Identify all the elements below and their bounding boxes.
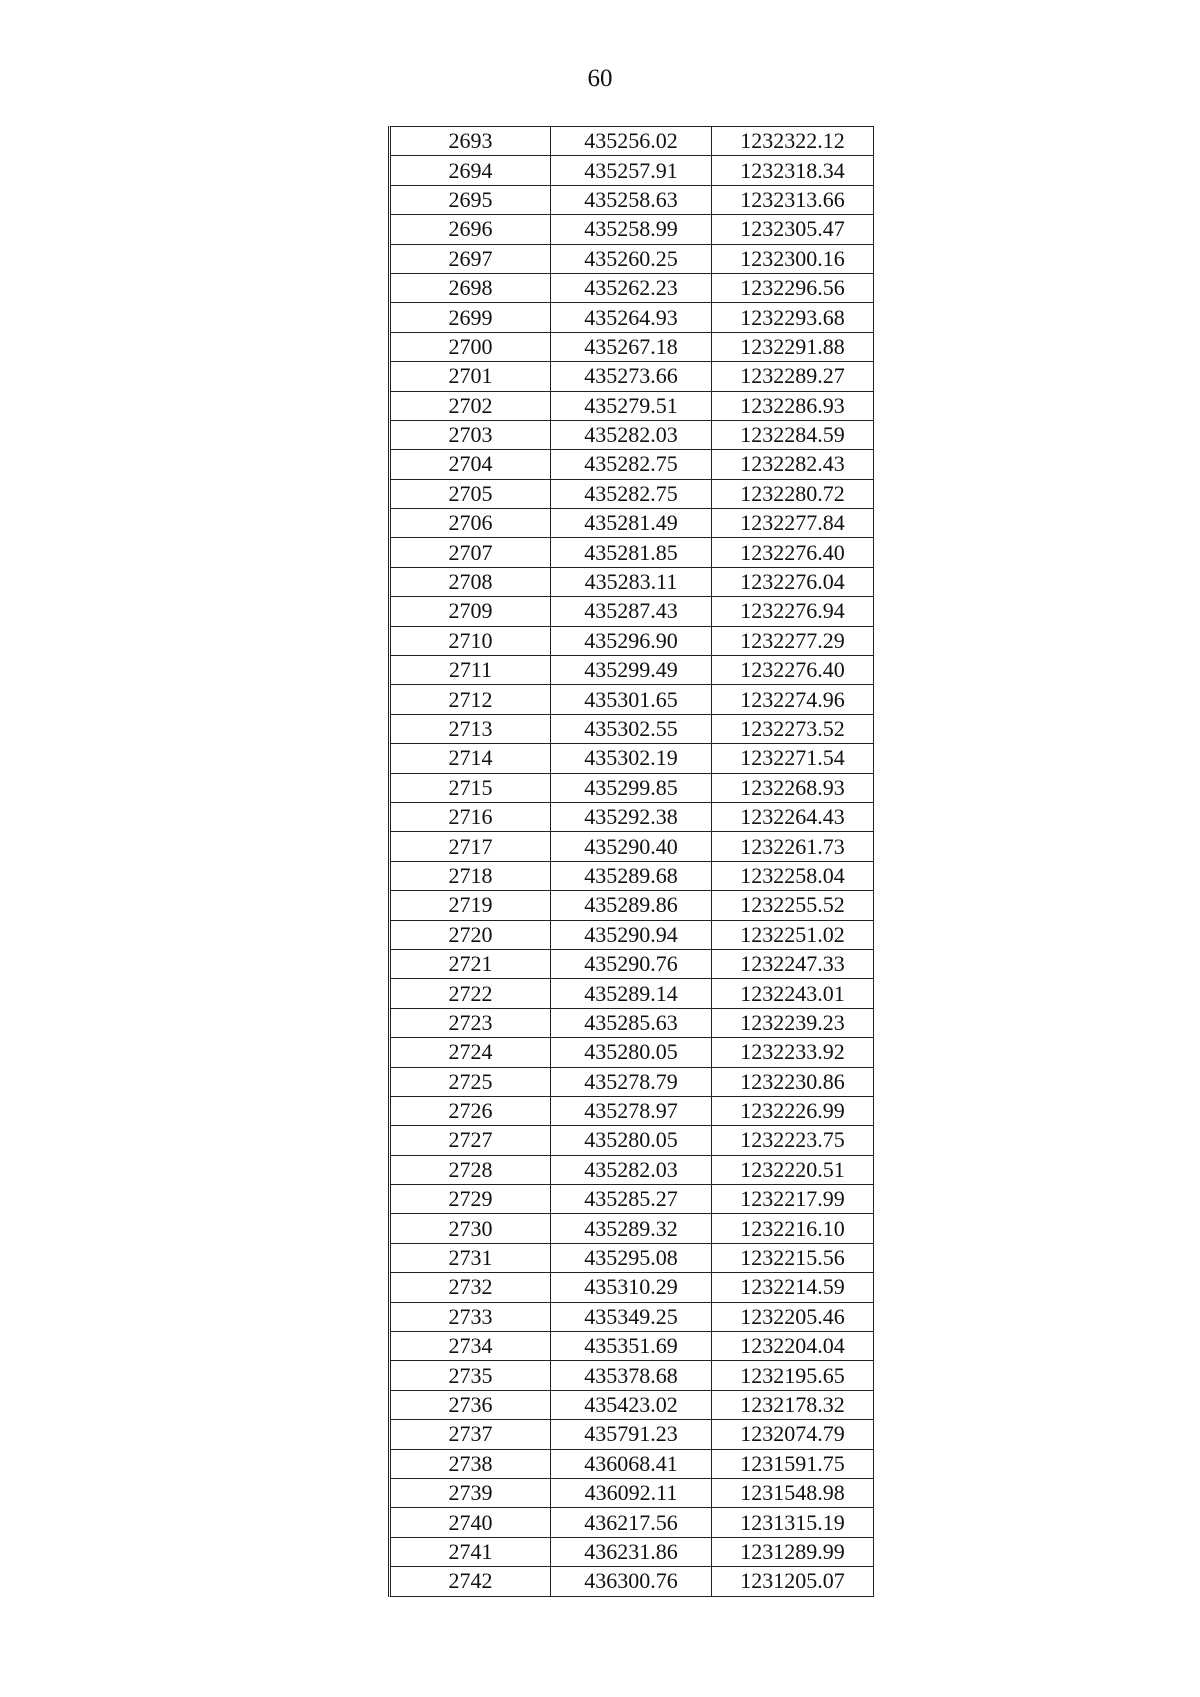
x-coordinate-cell: 435285.63 — [551, 1008, 712, 1037]
y-coordinate-cell: 1232251.02 — [712, 920, 874, 949]
table-row — [390, 597, 874, 626]
table-row — [390, 1361, 874, 1390]
table-row — [390, 656, 874, 685]
x-coordinate-cell: 435283.11 — [551, 567, 712, 596]
point-number-cell: 2715 — [390, 773, 551, 802]
x-coordinate-cell: 435287.43 — [551, 597, 712, 626]
point-number-cell: 2731 — [390, 1243, 551, 1272]
table-row — [390, 1008, 874, 1037]
y-coordinate-cell: 1232280.72 — [712, 479, 874, 508]
point-number-cell: 2734 — [390, 1332, 551, 1361]
point-number-cell: 2711 — [390, 656, 551, 685]
point-number-cell: 2727 — [390, 1126, 551, 1155]
x-coordinate-cell: 435279.51 — [551, 391, 712, 420]
y-coordinate-cell: 1232239.23 — [712, 1008, 874, 1037]
x-coordinate-cell: 435262.23 — [551, 273, 712, 302]
y-coordinate-cell: 1232276.04 — [712, 567, 874, 596]
point-number-cell: 2697 — [390, 244, 551, 273]
x-coordinate-cell: 435281.49 — [551, 509, 712, 538]
x-coordinate-cell: 435290.94 — [551, 920, 712, 949]
point-number-cell: 2701 — [390, 362, 551, 391]
y-coordinate-cell: 1232277.84 — [712, 509, 874, 538]
x-coordinate-cell: 435282.75 — [551, 479, 712, 508]
table-row — [390, 332, 874, 361]
table-row — [390, 156, 874, 185]
x-coordinate-cell: 435264.93 — [551, 303, 712, 332]
x-coordinate-cell: 435260.25 — [551, 244, 712, 273]
y-coordinate-cell: 1232247.33 — [712, 949, 874, 978]
y-coordinate-cell: 1232276.40 — [712, 656, 874, 685]
point-number-cell: 2704 — [390, 450, 551, 479]
point-number-cell: 2693 — [390, 127, 551, 156]
point-number-cell: 2716 — [390, 802, 551, 831]
table-row — [390, 685, 874, 714]
table-row — [390, 1332, 874, 1361]
y-coordinate-cell: 1232274.96 — [712, 685, 874, 714]
x-coordinate-cell: 435278.79 — [551, 1067, 712, 1096]
y-coordinate-cell: 1232318.34 — [712, 156, 874, 185]
point-number-cell: 2733 — [390, 1302, 551, 1331]
table-row — [390, 567, 874, 596]
table-row — [390, 1449, 874, 1478]
x-coordinate-cell: 435289.14 — [551, 979, 712, 1008]
point-number-cell: 2702 — [390, 391, 551, 420]
x-coordinate-cell: 435302.55 — [551, 714, 712, 743]
table-row — [390, 1273, 874, 1302]
y-coordinate-cell: 1232243.01 — [712, 979, 874, 1008]
y-coordinate-cell: 1232178.32 — [712, 1390, 874, 1419]
table-row — [390, 1185, 874, 1214]
table-row — [390, 391, 874, 420]
y-coordinate-cell: 1232261.73 — [712, 832, 874, 861]
table-row — [390, 744, 874, 773]
table-row — [390, 773, 874, 802]
x-coordinate-cell: 435282.03 — [551, 420, 712, 449]
table-row — [390, 420, 874, 449]
point-number-cell: 2703 — [390, 420, 551, 449]
y-coordinate-cell: 1231548.98 — [712, 1478, 874, 1507]
point-number-cell: 2719 — [390, 891, 551, 920]
point-number-cell: 2706 — [390, 509, 551, 538]
point-number-cell: 2742 — [390, 1567, 551, 1596]
point-number-cell: 2709 — [390, 597, 551, 626]
x-coordinate-cell: 435310.29 — [551, 1273, 712, 1302]
x-coordinate-cell: 435295.08 — [551, 1243, 712, 1272]
table-row — [390, 949, 874, 978]
point-number-cell: 2739 — [390, 1478, 551, 1507]
x-coordinate-cell: 435278.97 — [551, 1096, 712, 1125]
x-coordinate-cell: 435423.02 — [551, 1390, 712, 1419]
x-coordinate-cell: 435301.65 — [551, 685, 712, 714]
y-coordinate-cell: 1232204.04 — [712, 1332, 874, 1361]
x-coordinate-cell: 435290.40 — [551, 832, 712, 861]
x-coordinate-cell: 435289.68 — [551, 861, 712, 890]
x-coordinate-cell: 435282.03 — [551, 1155, 712, 1184]
table-row — [390, 891, 874, 920]
y-coordinate-cell: 1232255.52 — [712, 891, 874, 920]
table-row — [390, 1126, 874, 1155]
x-coordinate-cell: 435258.99 — [551, 215, 712, 244]
point-number-cell: 2714 — [390, 744, 551, 773]
x-coordinate-cell: 435290.76 — [551, 949, 712, 978]
point-number-cell: 2723 — [390, 1008, 551, 1037]
point-number-cell: 2738 — [390, 1449, 551, 1478]
x-coordinate-cell: 435258.63 — [551, 185, 712, 214]
y-coordinate-cell: 1232216.10 — [712, 1214, 874, 1243]
table-row — [390, 861, 874, 890]
y-coordinate-cell: 1231205.07 — [712, 1567, 874, 1596]
y-coordinate-cell: 1232195.65 — [712, 1361, 874, 1390]
table-row — [390, 802, 874, 831]
point-number-cell: 2735 — [390, 1361, 551, 1390]
y-coordinate-cell: 1232230.86 — [712, 1067, 874, 1096]
y-coordinate-cell: 1232264.43 — [712, 802, 874, 831]
y-coordinate-cell: 1232258.04 — [712, 861, 874, 890]
point-number-cell: 2699 — [390, 303, 551, 332]
point-number-cell: 2717 — [390, 832, 551, 861]
table-row — [390, 1420, 874, 1449]
table-row — [390, 509, 874, 538]
point-number-cell: 2696 — [390, 215, 551, 244]
table-row — [390, 1390, 874, 1419]
x-coordinate-cell: 435285.27 — [551, 1185, 712, 1214]
point-number-cell: 2730 — [390, 1214, 551, 1243]
x-coordinate-cell: 436300.76 — [551, 1567, 712, 1596]
y-coordinate-cell: 1232282.43 — [712, 450, 874, 479]
table-row — [390, 1214, 874, 1243]
table-row — [390, 185, 874, 214]
point-number-cell: 2710 — [390, 626, 551, 655]
y-coordinate-cell: 1232214.59 — [712, 1273, 874, 1302]
y-coordinate-cell: 1232300.16 — [712, 244, 874, 273]
x-coordinate-cell: 435351.69 — [551, 1332, 712, 1361]
table-row — [390, 303, 874, 332]
table-row — [390, 479, 874, 508]
x-coordinate-cell: 435273.66 — [551, 362, 712, 391]
point-number-cell: 2722 — [390, 979, 551, 1008]
y-coordinate-cell: 1232286.93 — [712, 391, 874, 420]
table-row — [390, 920, 874, 949]
y-coordinate-cell: 1232276.94 — [712, 597, 874, 626]
point-number-cell: 2724 — [390, 1038, 551, 1067]
table-row — [390, 1243, 874, 1272]
point-number-cell: 2741 — [390, 1537, 551, 1566]
point-number-cell: 2713 — [390, 714, 551, 743]
y-coordinate-cell: 1232296.56 — [712, 273, 874, 302]
table-row — [390, 1155, 874, 1184]
table-row — [390, 1302, 874, 1331]
x-coordinate-cell: 435791.23 — [551, 1420, 712, 1449]
table-row — [390, 215, 874, 244]
point-number-cell: 2737 — [390, 1420, 551, 1449]
point-number-cell: 2707 — [390, 538, 551, 567]
y-coordinate-cell: 1231315.19 — [712, 1508, 874, 1537]
x-coordinate-cell: 435299.49 — [551, 656, 712, 685]
y-coordinate-cell: 1232277.29 — [712, 626, 874, 655]
y-coordinate-cell: 1232289.27 — [712, 362, 874, 391]
point-number-cell: 2732 — [390, 1273, 551, 1302]
table-row — [390, 626, 874, 655]
x-coordinate-cell: 435302.19 — [551, 744, 712, 773]
x-coordinate-cell: 435280.05 — [551, 1038, 712, 1067]
point-number-cell: 2726 — [390, 1096, 551, 1125]
page-number: 60 — [587, 65, 613, 92]
y-coordinate-cell: 1232305.47 — [712, 215, 874, 244]
point-number-cell: 2700 — [390, 332, 551, 361]
point-number-cell: 2718 — [390, 861, 551, 890]
x-coordinate-cell: 436068.41 — [551, 1449, 712, 1478]
x-coordinate-cell: 435256.02 — [551, 127, 712, 156]
coordinate-table — [388, 126, 874, 1597]
table-row — [390, 538, 874, 567]
table-row — [390, 362, 874, 391]
y-coordinate-cell: 1232271.54 — [712, 744, 874, 773]
y-coordinate-cell: 1232226.99 — [712, 1096, 874, 1125]
y-coordinate-cell: 1232074.79 — [712, 1420, 874, 1449]
table-row — [390, 1478, 874, 1507]
x-coordinate-cell: 435299.85 — [551, 773, 712, 802]
point-number-cell: 2729 — [390, 1185, 551, 1214]
table-row — [390, 979, 874, 1008]
table-row — [390, 1508, 874, 1537]
y-coordinate-cell: 1232215.56 — [712, 1243, 874, 1272]
point-number-cell: 2694 — [390, 156, 551, 185]
y-coordinate-cell: 1232276.40 — [712, 538, 874, 567]
x-coordinate-cell: 436231.86 — [551, 1537, 712, 1566]
x-coordinate-cell: 435280.05 — [551, 1126, 712, 1155]
x-coordinate-cell: 435349.25 — [551, 1302, 712, 1331]
x-coordinate-cell: 435296.90 — [551, 626, 712, 655]
y-coordinate-cell: 1231591.75 — [712, 1449, 874, 1478]
y-coordinate-cell: 1232268.93 — [712, 773, 874, 802]
point-number-cell: 2728 — [390, 1155, 551, 1184]
x-coordinate-cell: 435378.68 — [551, 1361, 712, 1390]
point-number-cell: 2712 — [390, 685, 551, 714]
point-number-cell: 2698 — [390, 273, 551, 302]
x-coordinate-cell: 435289.32 — [551, 1214, 712, 1243]
y-coordinate-cell: 1232313.66 — [712, 185, 874, 214]
y-coordinate-cell: 1232291.88 — [712, 332, 874, 361]
y-coordinate-cell: 1232220.51 — [712, 1155, 874, 1184]
table-row — [390, 1067, 874, 1096]
y-coordinate-cell: 1232217.99 — [712, 1185, 874, 1214]
x-coordinate-cell: 436092.11 — [551, 1478, 712, 1507]
point-number-cell: 2708 — [390, 567, 551, 596]
table-row — [390, 714, 874, 743]
point-number-cell: 2721 — [390, 949, 551, 978]
point-number-cell: 2695 — [390, 185, 551, 214]
table-row — [390, 127, 874, 156]
table-row — [390, 1567, 874, 1596]
x-coordinate-cell: 435267.18 — [551, 332, 712, 361]
point-number-cell: 2725 — [390, 1067, 551, 1096]
table-row — [390, 1537, 874, 1566]
y-coordinate-cell: 1232223.75 — [712, 1126, 874, 1155]
table-row — [390, 273, 874, 302]
x-coordinate-cell: 435281.85 — [551, 538, 712, 567]
point-number-cell: 2705 — [390, 479, 551, 508]
y-coordinate-cell: 1232293.68 — [712, 303, 874, 332]
table-row — [390, 1038, 874, 1067]
x-coordinate-cell: 435289.86 — [551, 891, 712, 920]
y-coordinate-cell: 1232322.12 — [712, 127, 874, 156]
y-coordinate-cell: 1232233.92 — [712, 1038, 874, 1067]
y-coordinate-cell: 1232284.59 — [712, 420, 874, 449]
y-coordinate-cell: 1232205.46 — [712, 1302, 874, 1331]
x-coordinate-cell: 435292.38 — [551, 802, 712, 831]
coordinate-table-body — [390, 127, 874, 1597]
table-row — [390, 244, 874, 273]
y-coordinate-cell: 1231289.99 — [712, 1537, 874, 1566]
point-number-cell: 2736 — [390, 1390, 551, 1419]
table-row — [390, 1096, 874, 1125]
x-coordinate-cell: 436217.56 — [551, 1508, 712, 1537]
table-row — [390, 450, 874, 479]
table-row — [390, 832, 874, 861]
x-coordinate-cell: 435257.91 — [551, 156, 712, 185]
y-coordinate-cell: 1232273.52 — [712, 714, 874, 743]
point-number-cell: 2740 — [390, 1508, 551, 1537]
point-number-cell: 2720 — [390, 920, 551, 949]
x-coordinate-cell: 435282.75 — [551, 450, 712, 479]
